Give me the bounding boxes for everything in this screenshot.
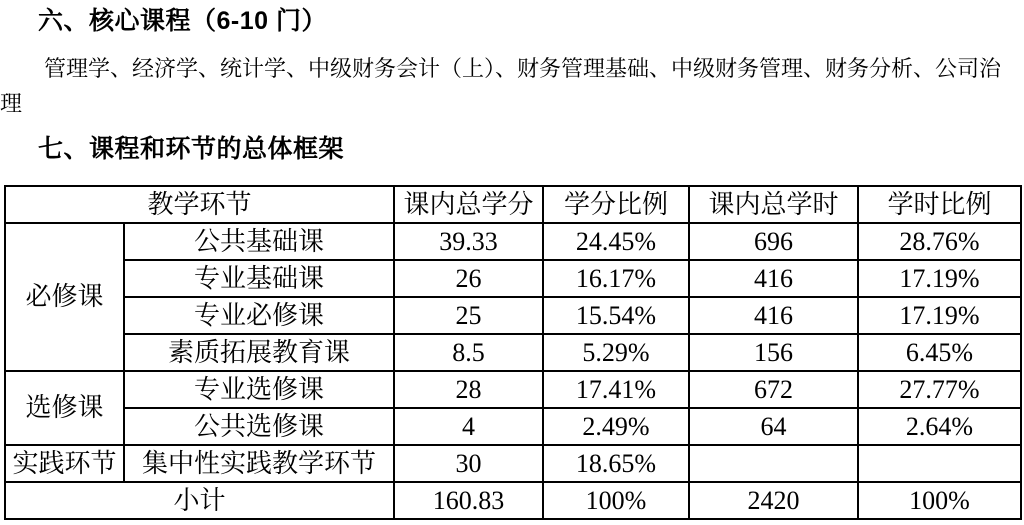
- credit-ratio-cell: 15.54%: [543, 297, 689, 334]
- hour-ratio-cell: 17.19%: [858, 297, 1021, 334]
- table-row: [5, 445, 1021, 482]
- credit-ratio-cell: 17.41%: [543, 371, 689, 408]
- credit-ratio-cell: 5.29%: [543, 334, 689, 371]
- credit-ratio-header: 学分比例: [543, 186, 689, 223]
- hours-cell: 672: [689, 371, 858, 408]
- category-cell: 专业基础课: [124, 260, 394, 297]
- credits-header: 课内总学分: [394, 186, 543, 223]
- table-row: [5, 297, 1021, 334]
- heading-framework: 七、课程和环节的总体框架: [38, 135, 345, 163]
- heading-core-courses: 六、核心课程（6-10 门）: [38, 7, 327, 35]
- total-credits-cell: 160.83: [394, 482, 543, 519]
- total-credit-ratio-cell: 100%: [543, 482, 689, 519]
- credits-cell: 25: [394, 297, 543, 334]
- category-cell: 公共基础课: [124, 223, 394, 260]
- table-row: [5, 408, 1021, 445]
- credit-ratio-cell: 24.45%: [543, 223, 689, 260]
- table-header-row: [5, 186, 1021, 223]
- hours-cell: [689, 445, 858, 482]
- hour-ratio-cell: 17.19%: [858, 260, 1021, 297]
- credits-cell: 26: [394, 260, 543, 297]
- category-cell: 专业选修课: [124, 371, 394, 408]
- practice-group-cell: 实践环节: [5, 445, 124, 482]
- credits-cell: 39.33: [394, 223, 543, 260]
- credit-ratio-cell: 16.17%: [543, 260, 689, 297]
- credits-cell: 28: [394, 371, 543, 408]
- table-row: [5, 371, 1021, 408]
- category-cell: 专业必修课: [124, 297, 394, 334]
- core-courses-text: 管理学、经济学、统计学、中级财务会计（上）、财务管理基础、中级财务管理、财务分析、公司治理: [0, 56, 1002, 116]
- category-cell: 素质拓展教育课: [124, 334, 394, 371]
- category-cell: 公共选修课: [124, 408, 394, 445]
- total-hour-ratio-cell: 100%: [858, 482, 1021, 519]
- category-cell: 集中性实践教学环节: [124, 445, 394, 482]
- hours-header: 课内总学时: [689, 186, 858, 223]
- hours-cell: 416: [689, 297, 858, 334]
- hours-cell: 156: [689, 334, 858, 371]
- hours-cell: 696: [689, 223, 858, 260]
- curriculum-table: [4, 185, 1022, 520]
- credit-ratio-cell: 18.65%: [543, 445, 689, 482]
- table-row: [5, 260, 1021, 297]
- credit-ratio-cell: 2.49%: [543, 408, 689, 445]
- credits-cell: 8.5: [394, 334, 543, 371]
- hour-ratio-cell: 2.64%: [858, 408, 1021, 445]
- table-total-row: [5, 482, 1021, 519]
- stage-header: 教学环节: [5, 186, 394, 223]
- hour-ratio-header: 学时比例: [858, 186, 1021, 223]
- required-group-cell: 必修课: [5, 223, 124, 371]
- credits-cell: 4: [394, 408, 543, 445]
- table-row: [5, 223, 1021, 260]
- hour-ratio-cell: 28.76%: [858, 223, 1021, 260]
- hours-cell: 64: [689, 408, 858, 445]
- table-row: [5, 334, 1021, 371]
- total-hours-cell: 2420: [689, 482, 858, 519]
- hours-cell: 416: [689, 260, 858, 297]
- total-label-cell: 小计: [5, 482, 394, 519]
- hour-ratio-cell: [858, 445, 1021, 482]
- hour-ratio-cell: 27.77%: [858, 371, 1021, 408]
- credits-cell: 30: [394, 445, 543, 482]
- elective-group-cell: 选修课: [5, 371, 124, 445]
- hour-ratio-cell: 6.45%: [858, 334, 1021, 371]
